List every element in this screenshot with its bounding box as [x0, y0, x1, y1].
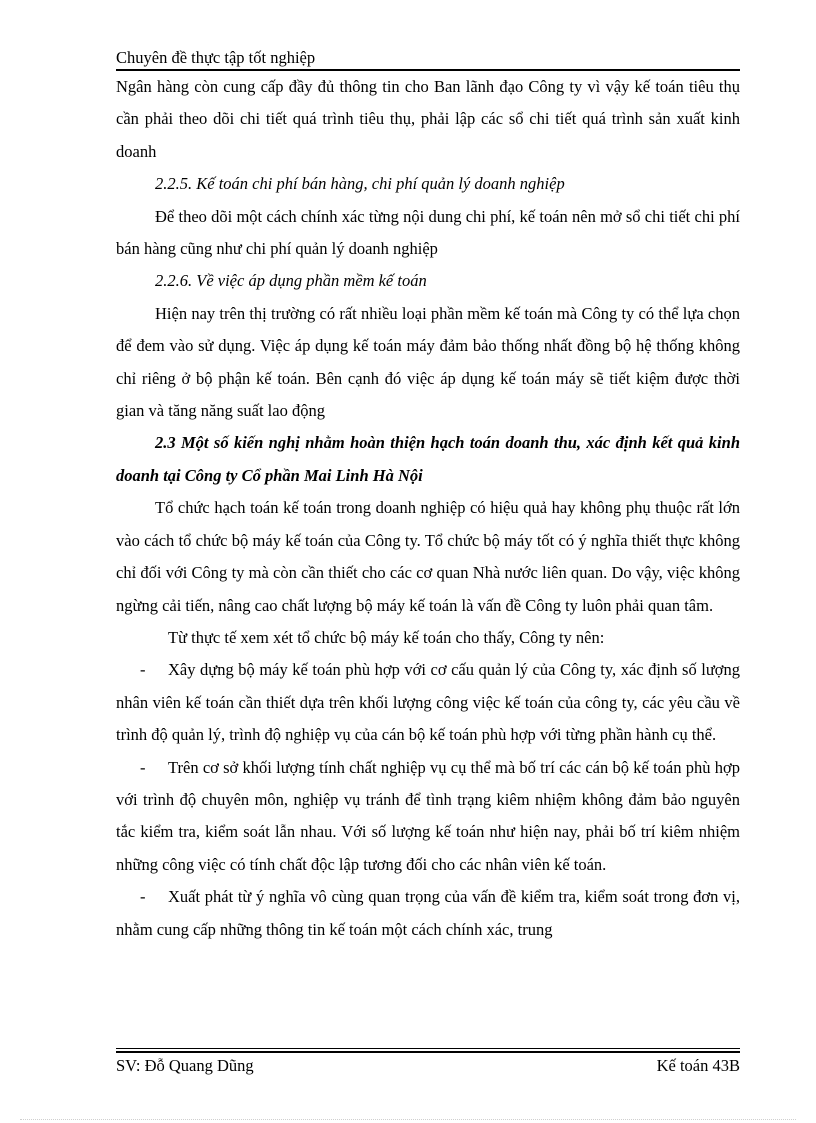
- heading-2-2-5: 2.2.5. Kế toán chi phí bán hàng, chi phí quản lý doanh nghiệp: [155, 174, 565, 194]
- paragraph-cost-tracking: Để theo dõi một cách chính xác từng nội dung chi phí, kế toán nên mở sổ chi tiết chi phí bán hàng cũng như chi phí quản lý doanh nghiệp: [116, 206, 740, 259]
- bullet-text-3: Xuất phát từ ý nghĩa vô cùng quan trọng của vấn đề kiểm tra, kiểm soát trong đơn vị, nhằm cung cấp những thông tin kế toán một cách chính xác, trung: [116, 887, 740, 939]
- footer-student-name: SV: Đỗ Quang Dũng: [116, 1056, 254, 1075]
- bullet-dash: -: [140, 757, 146, 777]
- footer-rule-thick: [116, 1051, 740, 1053]
- bullet-text-1: Xây dựng bộ máy kế toán phù hợp với cơ cấu quản lý của Công ty, xác định số lượng nhân viên kế toán cần thiết dựa trên khối lượng công việc kế toán của công ty, các yêu cầu về trình độ quản lý, trình độ nghiệp vụ của cán bộ kế toán phù hợp với từng phần hành cụ thể.: [116, 660, 740, 745]
- paragraph-accounting-software: Hiện nay trên thị trường có rất nhiều loại phần mềm kế toán mà Công ty có thể lựa chọn để đem vào sử dụng. Việc áp dụng kế toán máy đảm bảo thống nhất đồng bộ hệ thống không chỉ riêng ở bộ phận kế toán. Bên cạnh đó việc áp dụng kế toán máy sẽ tiết kiệm được thời gian và tăng năng suất lao động: [116, 303, 740, 421]
- bullet-item-1: [116, 654, 740, 751]
- document-body: [116, 71, 740, 946]
- paragraph-recommendation-intro: Từ thực tế xem xét tổ chức bộ máy kế toán cho thấy, Công ty nên:: [168, 627, 605, 647]
- heading-2-2-6: 2.2.6. Về việc áp dụng phần mềm kế toán: [155, 271, 427, 291]
- bullet-item-2: [116, 752, 740, 882]
- bullet-dash: -: [140, 887, 146, 907]
- page-bottom-edge: [20, 1119, 796, 1120]
- footer-rule-thin: [116, 1048, 740, 1049]
- bullet-item-3: [116, 881, 740, 946]
- heading-2-3: 2.3 Một số kiến nghị nhằm hoàn thiện hạch toán doanh thu, xác định kết quả kinh doanh tại Công ty Cổ phần Mai Linh Hà Nội: [116, 433, 740, 485]
- bullet-dash: -: [140, 660, 146, 680]
- page-header-title: Chuyên đề thực tập tốt nghiệp: [116, 48, 316, 67]
- paragraph-bank-info: Ngân hàng còn cung cấp đầy đủ thông tin cho Ban lãnh đạo Công ty vì vậy kế toán tiêu thụ cần phải theo dõi chi tiết quá trình tiêu thụ, phải lập các sổ chi tiết quá trình sản xuất kinh doanh: [116, 77, 740, 161]
- bullet-text-2: Trên cơ sở khối lượng tính chất nghiệp vụ cụ thể mà bố trí các cán bộ kế toán phù hợp với trình độ chuyên môn, nghiệp vụ tránh để tình trạng kiêm nhiệm không đảm bảo nguyên tắc kiểm tra, kiểm soát lẫn nhau. Với số lượng kế toán như hiện nay, phải bố trí kiêm nhiệm những công việc có tính chất độc lập tương đối cho các nhân viên kế toán.: [116, 757, 740, 874]
- footer-class-name: Kế toán 43B: [656, 1056, 740, 1075]
- paragraph-organization: Tổ chức hạch toán kế toán trong doanh nghiệp có hiệu quả hay không phụ thuộc rất lớn vào cách tổ chức bộ máy kế toán của Công ty. Tổ chức bộ máy tốt có ý nghĩa thiết thực không chỉ đối với Công ty mà còn cần thiết cho các cơ quan Nhà nước liên quan. Do vậy, việc không ngừng cải tiến, nâng cao chất lượng bộ máy kế toán là vấn đề Công ty luôn phải quan tâm.: [116, 498, 740, 615]
